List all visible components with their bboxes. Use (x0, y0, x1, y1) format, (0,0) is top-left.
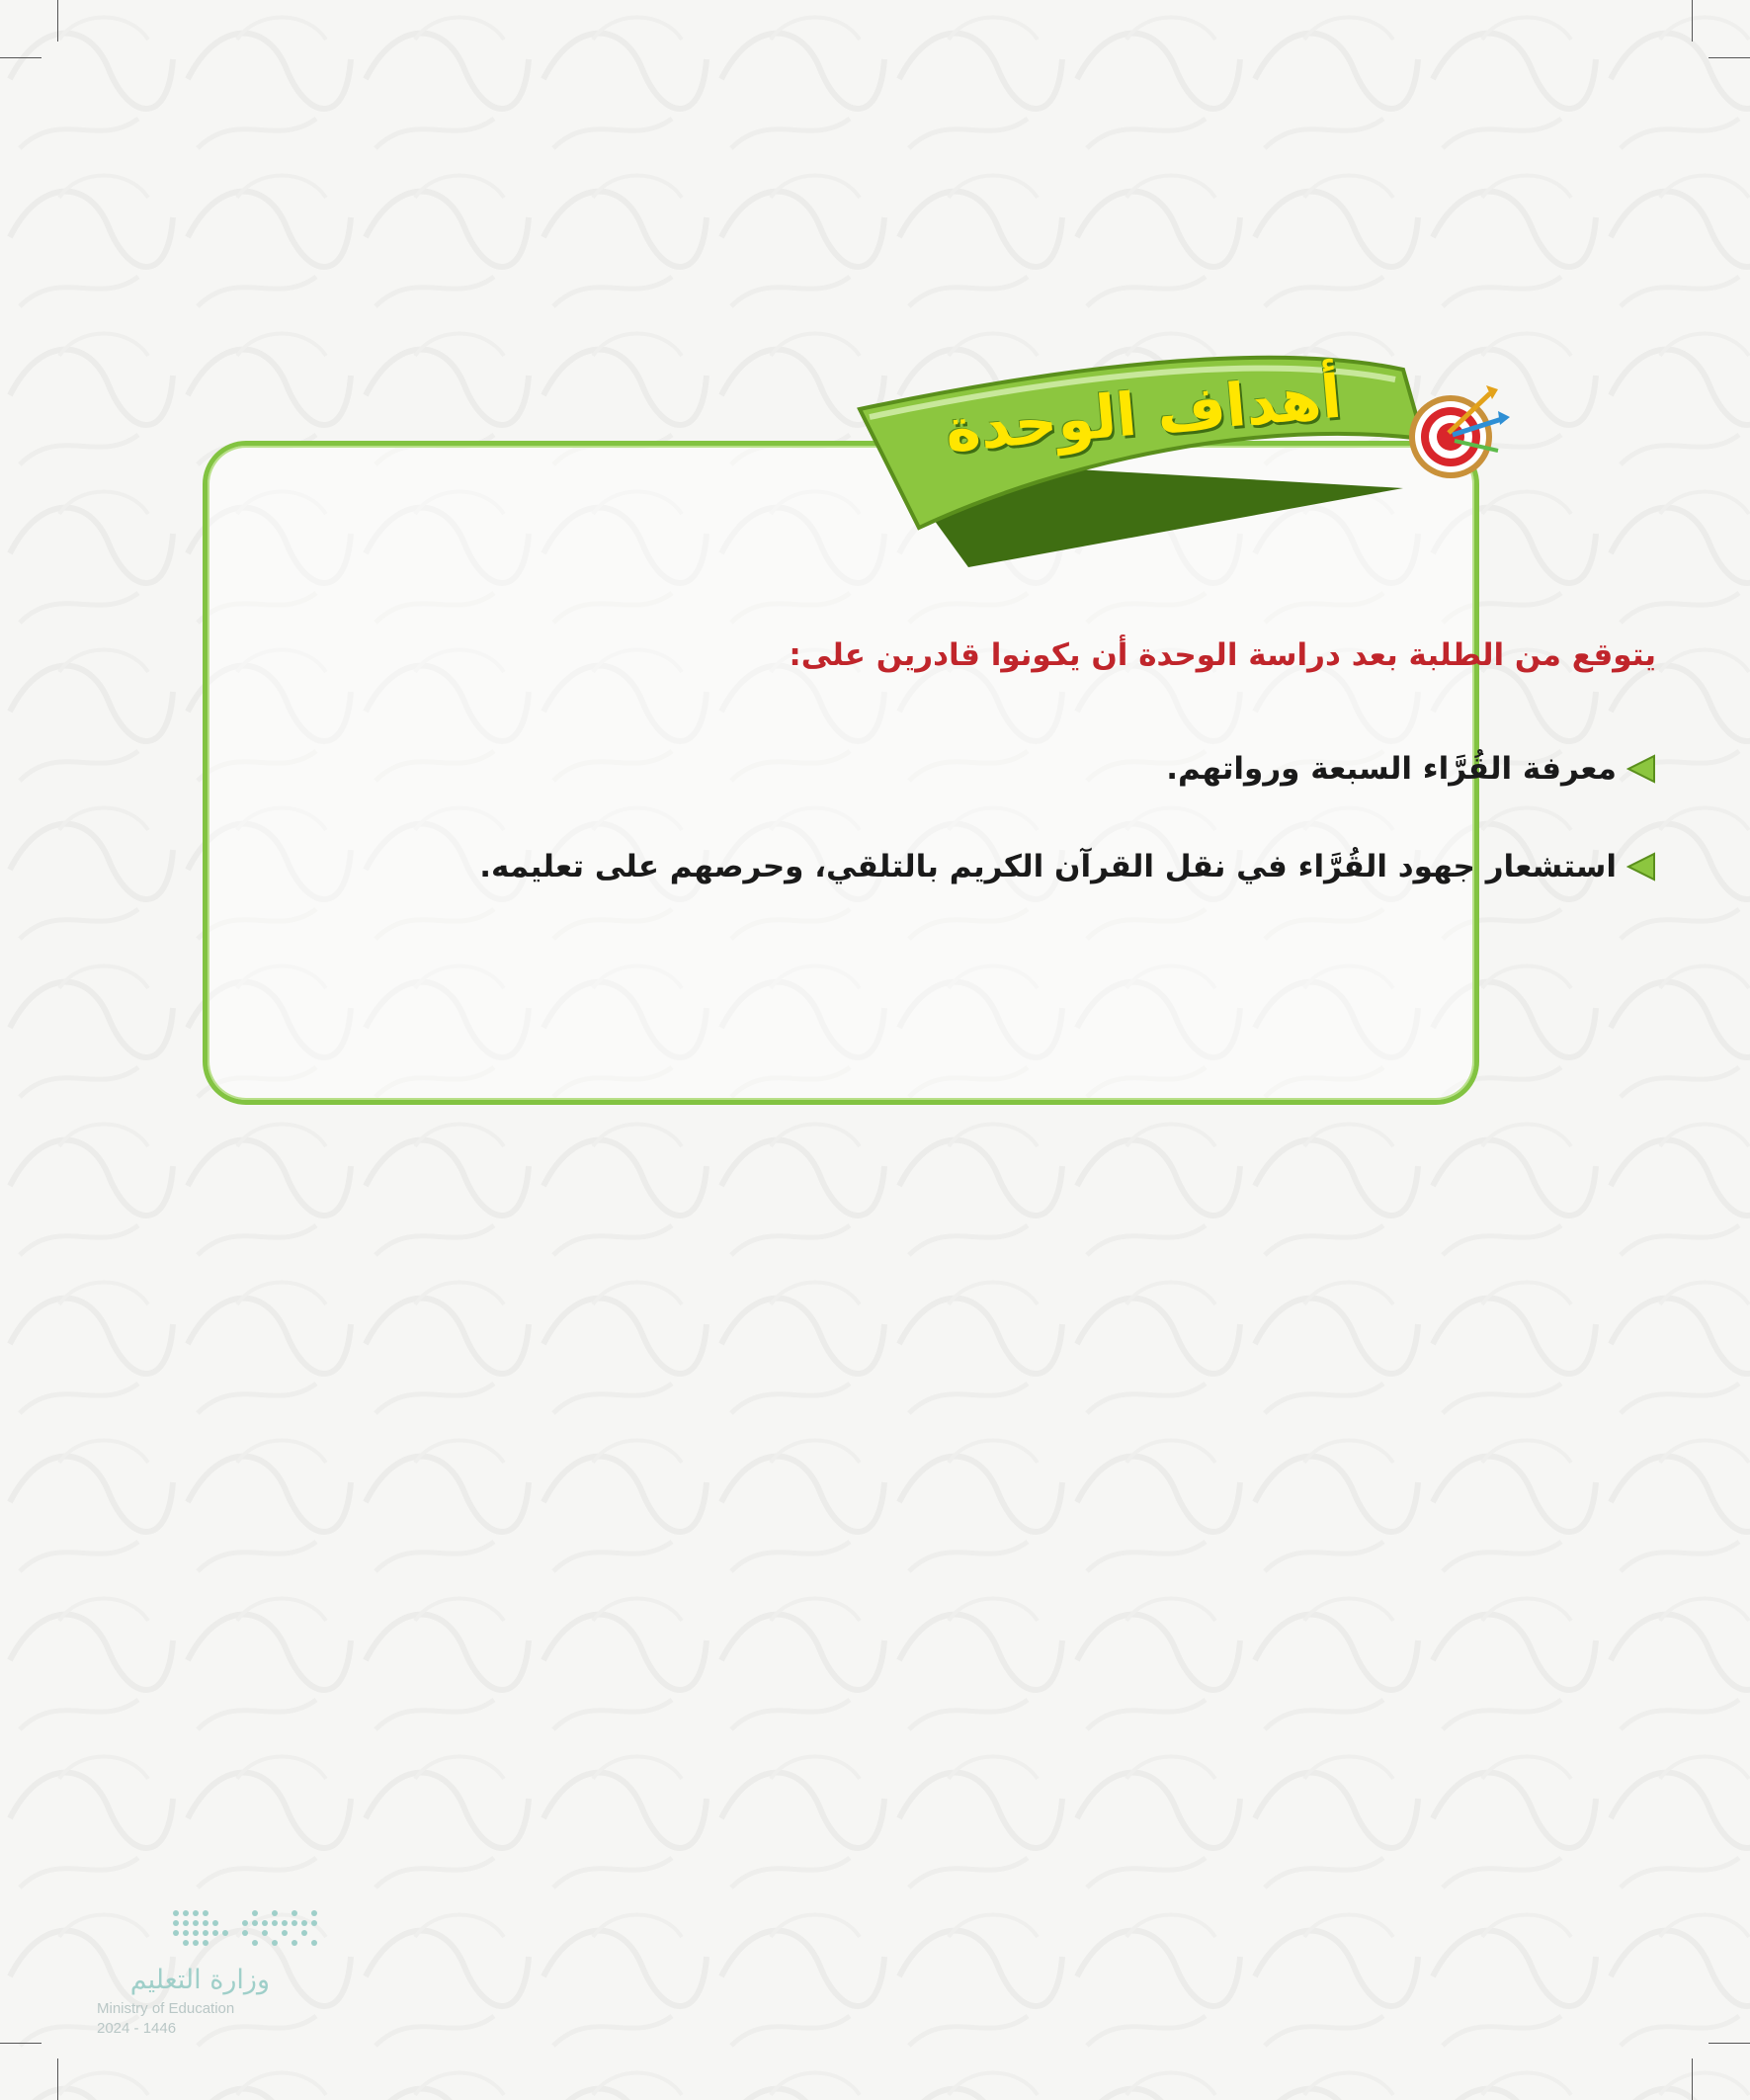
ministry-name-english: Ministry of Education (97, 2000, 235, 2017)
crop-mark (1692, 2058, 1693, 2100)
ministry-logo (97, 1893, 334, 2042)
ministry-name-arabic: وزارة التعليم (129, 1965, 270, 1995)
dots-emblem-icon (97, 1893, 334, 1963)
crop-mark (1692, 0, 1693, 42)
crop-mark (0, 2043, 42, 2044)
crop-mark (57, 0, 58, 42)
bullet-triangle-icon (1626, 754, 1656, 784)
goal-text: معرفة القُرَّاء السبعة ورواتهم. (1166, 751, 1617, 787)
goal-item-1 (470, 747, 1656, 791)
crop-mark (57, 2058, 58, 2100)
unit-goals-banner (850, 340, 1502, 587)
goals-intro: يتوقع من الطلبة بعد دراسة الوحدة أن يكونوا قادرين على: (789, 637, 1656, 673)
edition-year: 2024 - 1446 (97, 2020, 177, 2037)
goal-text: استشعار جهود القُرَّاء في نقل القرآن الكريم بالتلقي، وحرصهم على تعليمه. (479, 849, 1617, 884)
page-title: أهداف الوحدة (942, 362, 1345, 466)
crop-mark (1708, 2043, 1750, 2044)
bullet-triangle-icon (1626, 852, 1656, 882)
crop-mark (0, 57, 42, 58)
crop-mark (1708, 57, 1750, 58)
target-icon (1403, 379, 1512, 488)
goal-item-2 (470, 845, 1656, 888)
